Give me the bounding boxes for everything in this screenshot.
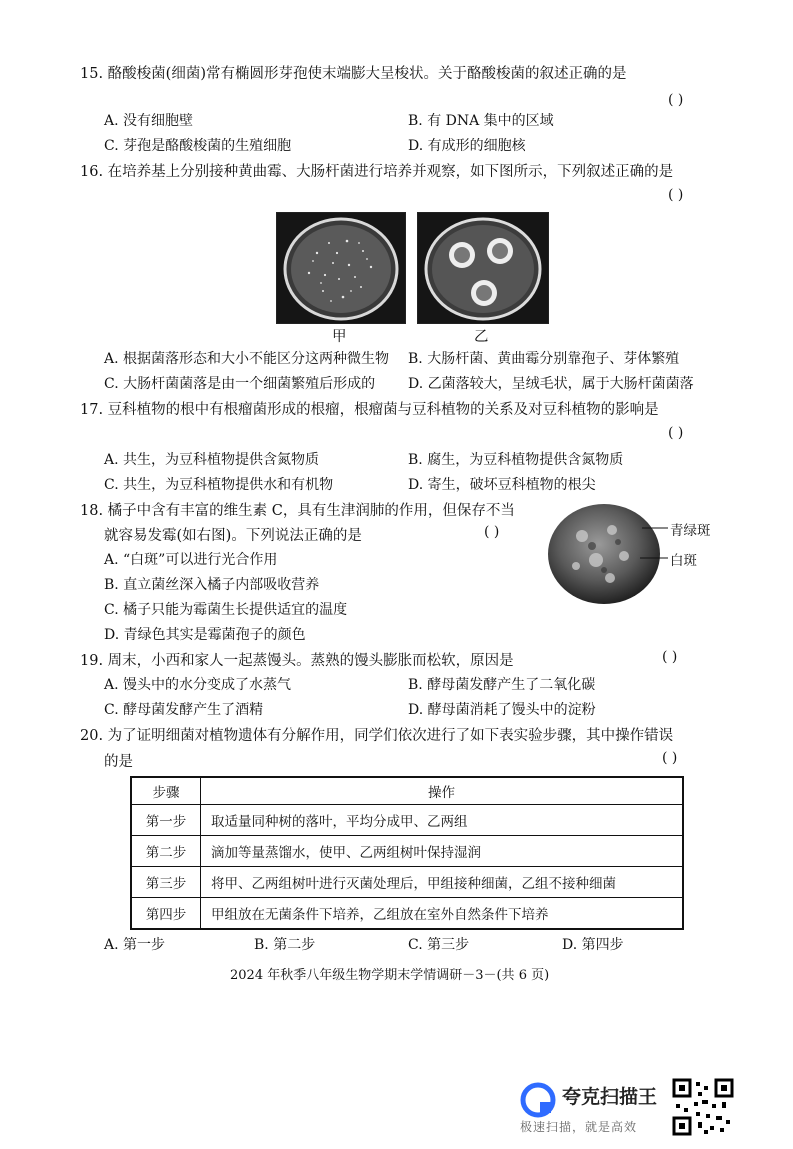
header-step: 步骤 <box>131 777 201 805</box>
petri-dish-photo-left <box>276 212 406 324</box>
q19-option-a: A. 馒头中的水分变成了水蒸气 <box>104 677 292 693</box>
q17-option-c: C. 共生，为豆科植物提供水和有机物 <box>104 477 334 493</box>
q15-option-d: D. 有成形的细胞核 <box>408 138 526 154</box>
label-green-spot: 青绿斑 <box>670 523 711 539</box>
table-row <box>131 867 683 898</box>
q18-option-d: D. 青绿色其实是霉菌孢子的颜色 <box>104 627 306 643</box>
q19-option-c: C. 酵母菌发酵产生了酒精 <box>104 702 264 718</box>
q15-option-b: B. 有 DNA 集中的区域 <box>408 113 554 129</box>
moldy-orange-image <box>546 496 746 608</box>
q15-stem: 15. 酪酸梭菌(细菌)常有椭圆形芽孢使末端膨大呈梭状。关于酪酸梭菌的叙述正确的是 <box>80 66 627 82</box>
moldy-orange-figure <box>546 496 746 608</box>
operation-cell: 滴加等量蒸馏水，使甲、乙两组树叶保持湿润 <box>201 836 684 867</box>
q20-option-d: D. 第四步 <box>562 937 624 953</box>
step-cell: 第二步 <box>131 836 201 867</box>
q16-option-d: D. 乙菌落较大，呈绒毛状，属于大肠杆菌菌落 <box>408 376 694 392</box>
experiment-steps-table <box>130 776 684 930</box>
operation-cell: 取适量同种树的落叶，平均分成甲、乙两组 <box>201 805 684 836</box>
page-footer: 2024 年秋季八年级生物学期末学情调研－3－(共 6 页) <box>230 968 550 983</box>
table-header-row <box>131 777 683 805</box>
q18-option-c: C. 橘子只能为霉菌生长提供适宜的温度 <box>104 602 348 618</box>
step-cell: 第四步 <box>131 898 201 930</box>
q20-stem-line1: 20. 为了证明细菌对植物遗体有分解作用，同学们依次进行了如下表实验步骤，其中操作错误 <box>80 728 674 744</box>
step-cell: 第一步 <box>131 805 201 836</box>
scanner-brand-name: 夸克扫描王 <box>562 1086 658 1108</box>
q19-answer-paren: ( ) <box>662 649 678 665</box>
table-row <box>131 836 683 867</box>
q18-stem-line2: 就容易发霉(如右图)。下列说法正确的是 <box>104 528 362 544</box>
q20-option-a: A. 第一步 <box>104 937 166 953</box>
q16-option-c: C. 大肠杆菌菌落是由一个细菌繁殖后形成的 <box>104 376 376 392</box>
q20-option-c: C. 第三步 <box>408 937 470 953</box>
figure-label-yi: 乙 <box>474 329 489 345</box>
q17-stem: 17. 豆科植物的根中有根瘤菌形成的根瘤，根瘤菌与豆科植物的关系及对豆科植物的影响是 <box>80 402 659 418</box>
q17-option-d: D. 寄生，破坏豆科植物的根尖 <box>408 477 596 493</box>
petri-dish-right-image <box>418 213 548 323</box>
q15-answer-paren: ( ) <box>668 92 684 108</box>
label-white-spot: 白斑 <box>670 553 697 569</box>
q17-option-b: B. 腐生，为豆科植物提供含氮物质 <box>408 452 624 468</box>
q16-option-a: A. 根据菌落形态和大小不能区分这两种微生物 <box>104 351 390 367</box>
q19-stem: 19. 周末，小西和家人一起蒸馒头。蒸熟的馒头膨胀而松软，原因是 <box>80 653 514 669</box>
quark-logo-icon <box>520 1082 556 1118</box>
header-operation: 操作 <box>201 777 684 805</box>
petri-dish-left-image <box>277 213 405 323</box>
q16-stem: 16. 在培养基上分别接种黄曲霉、大肠杆菌进行培养并观察，如下图所示，下列叙述正确的是 <box>80 164 674 180</box>
table-row <box>131 805 683 836</box>
q20-answer-paren: ( ) <box>662 750 678 766</box>
petri-dish-photo-right <box>417 212 549 324</box>
q15-option-a: A. 没有细胞壁 <box>104 113 194 129</box>
q17-answer-paren: ( ) <box>668 425 684 441</box>
q18-option-b: B. 直立菌丝深入橘子内部吸收营养 <box>104 577 320 593</box>
table-row <box>131 898 683 930</box>
q19-option-b: B. 酵母菌发酵产生了二氧化碳 <box>408 677 596 693</box>
scanner-slogan: 极速扫描，就是高效 <box>520 1120 638 1134</box>
q17-option-a: A. 共生，为豆科植物提供含氮物质 <box>104 452 320 468</box>
qr-code-icon <box>672 1078 734 1136</box>
scanner-watermark <box>520 1078 740 1138</box>
q18-answer-paren: ( ) <box>484 524 500 540</box>
q16-option-b: B. 大肠杆菌、黄曲霉分别靠孢子、芽体繁殖 <box>408 351 680 367</box>
figure-label-jia: 甲 <box>332 329 347 345</box>
q18-stem-line1: 18. 橘子中含有丰富的维生素 C，具有生津润肺的作用，但保存不当 <box>80 503 515 519</box>
q18-option-a: A. “白斑”可以进行光合作用 <box>104 552 278 568</box>
step-cell: 第三步 <box>131 867 201 898</box>
q15-option-c: C. 芽孢是酪酸梭菌的生殖细胞 <box>104 138 292 154</box>
q20-stem-line2: 的是 <box>104 754 133 770</box>
operation-cell: 甲组放在无菌条件下培养，乙组放在室外自然条件下培养 <box>201 898 684 930</box>
q19-option-d: D. 酵母菌消耗了馒头中的淀粉 <box>408 702 596 718</box>
q20-option-b: B. 第二步 <box>254 937 316 953</box>
q16-answer-paren: ( ) <box>668 187 684 203</box>
operation-cell: 将甲、乙两组树叶进行灭菌处理后，甲组接种细菌，乙组不接种细菌 <box>201 867 684 898</box>
